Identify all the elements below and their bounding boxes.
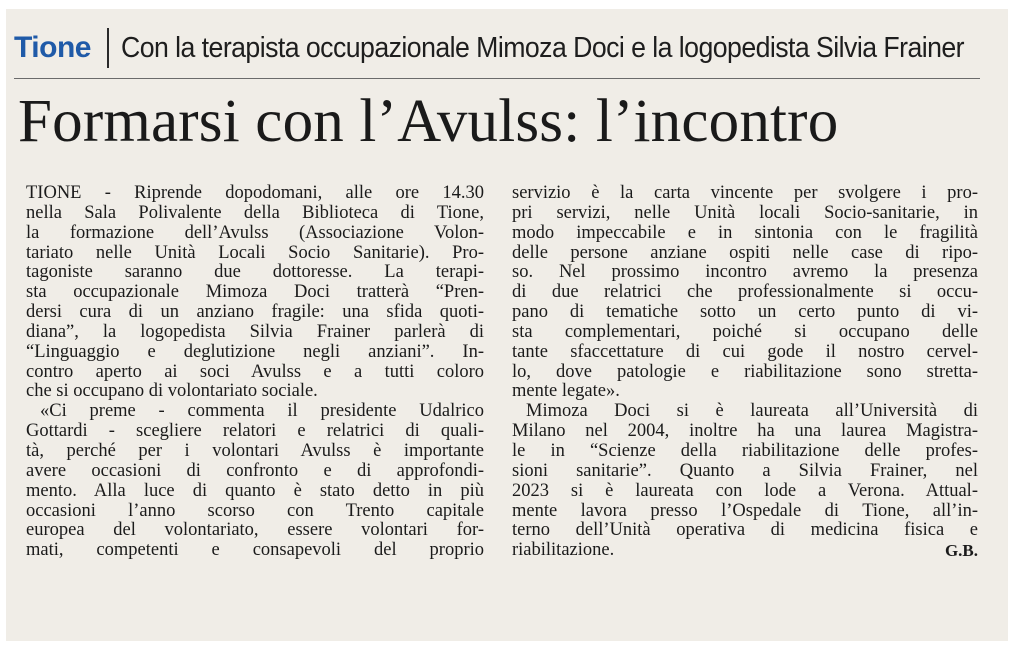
kicker-divider	[107, 28, 109, 68]
text-line: Gottardi - scegliere relatori e relatrici di quali-	[26, 421, 484, 442]
text-line: sioni sanitarie”. Quanto a Silvia Frainer, nel	[512, 460, 978, 481]
text-line: mati, competenti e consapevoli del proprio	[26, 540, 484, 561]
text-line: terno dell’Unità operativa di medicina fisica e	[512, 520, 978, 541]
text-line: lo, dove patologie e riabilitazione sono stretta-	[512, 361, 978, 382]
text-line: pano di tematiche sotto un certo punto di vi-	[512, 302, 978, 323]
text-line: so. Nel prossimo incontro avremo la presenza	[512, 262, 978, 283]
article-column-right	[512, 184, 978, 561]
text-line: delle persone anziane ospiti nelle case di ripo-	[512, 242, 978, 263]
text-line: europea del volontariato, essere volontari for-	[26, 520, 484, 541]
text-line: mente lavora presso l’Ospedale di Tione, all’in-	[512, 500, 978, 521]
text-line: tante sfaccettature di cui gode il nostro cervel-	[512, 341, 978, 362]
text-line: mente legate».	[512, 381, 620, 402]
text-line: sta complementari, poiché si occupano delle	[512, 321, 978, 342]
text-line: mento. Alla luce di quanto è stato detto in più	[26, 480, 484, 501]
text-line: tagoniste saranno due dottoresse. La terapi-	[26, 262, 484, 283]
text-line: le in “Scienze della riabilitazione delle profes-	[512, 440, 978, 461]
text-line: Mimoza Doci si è laureata all’Università di	[526, 401, 978, 422]
text-line: diana”, la logopedista Silvia Frainer parlerà di	[26, 321, 484, 342]
text-line: occasioni l’anno scorso con Trento capitale	[26, 500, 484, 521]
text-line: nella Sala Polivalente della Biblioteca di Tione,	[26, 202, 484, 223]
text-line: modo impeccabile e in sintonia con le fragilità	[512, 222, 978, 243]
text-line: tariato nelle Unità Locali Socio Sanitarie). Pro-	[26, 242, 484, 263]
text-line: di due relatrici che professionalmente si occu-	[512, 282, 978, 303]
text-line: contro aperto ai soci Avulss e a tutti coloro	[26, 361, 484, 382]
text-line: tà, perché per i volontari Avulss è importante	[26, 440, 484, 461]
text-line: «Ci preme - commenta il presidente Udalrico	[40, 401, 484, 422]
headline: Formarsi con l’Avulss: l’incontro	[18, 88, 839, 155]
text-line: Milano nel 2004, inoltre ha una laurea Magistra-	[512, 421, 978, 442]
text-line: sta occupazionale Mimoza Doci tratterà “Pren-	[26, 282, 484, 303]
kicker-location: Tione	[14, 31, 91, 64]
text-line: riabilitazione.	[512, 540, 615, 561]
text-line: avere occasioni di confronto e di approfondi-	[26, 460, 484, 481]
text-line: “Linguaggio e deglutizione negli anziani”. In-	[26, 341, 484, 362]
article-column-left	[26, 184, 484, 561]
text-line: pri servizi, nelle Unità locali Socio-sanitarie, in	[512, 202, 978, 223]
kicker	[14, 20, 1024, 76]
text-line: che si occupano di volontariato sociale.	[26, 381, 318, 402]
author-signature: G.B.	[944, 541, 978, 561]
text-line: servizio è la carta vincente per svolgere i pro-	[512, 183, 978, 203]
text-line: dersi cura di un anziano fragile: una sfida quoti-	[26, 302, 484, 323]
text-line: 2023 si è laureata con lode a Verona. Attual-	[512, 480, 978, 501]
text-line: TIONE - Riprende dopodomani, alle ore 14.30	[26, 183, 484, 203]
kicker-subtitle: Con la terapista occupazionale Mimoza Doci e la logopedista Silvia Frainer	[120, 31, 964, 64]
kicker-rule	[14, 78, 980, 79]
text-line: la formazione dell’Avulss (Associazione Volon-	[26, 222, 484, 243]
closing-line	[512, 541, 978, 561]
